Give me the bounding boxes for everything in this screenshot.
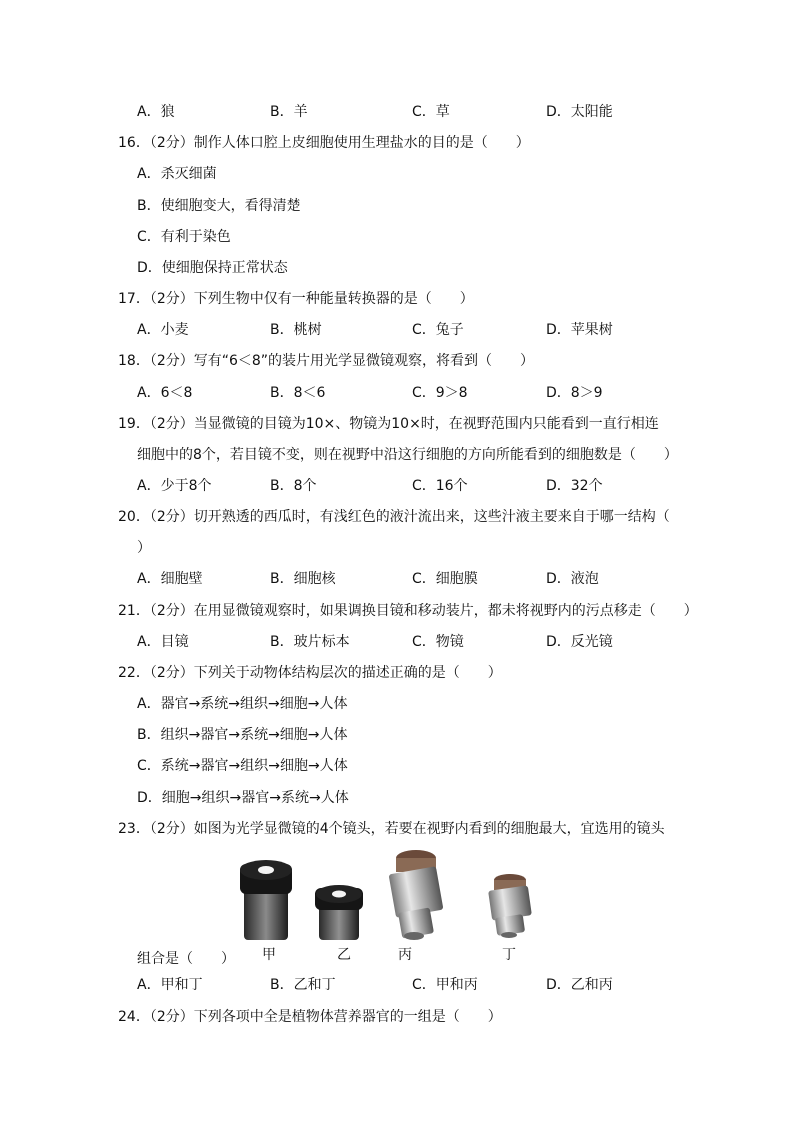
q22-option-b: B．组织→器官→系统→细胞→人体 (137, 727, 348, 743)
q17-stem: 17．（2分）下列生物中仅有一种能量转换器的是（ ） (118, 291, 474, 307)
q15-option-a: A．狼 (137, 104, 175, 120)
q15-option-c: C．草 (412, 104, 450, 120)
lens-label-jia: 甲 (262, 947, 276, 963)
lens-label-bing: 丙 (398, 947, 412, 963)
q20-stem-line2: ） (137, 540, 151, 556)
q22-stem: 22．（2分）下列关于动物体结构层次的描述正确的是（ ） (118, 665, 502, 681)
q19-option-b: B．8个 (270, 478, 317, 494)
q20-option-b: B．细胞核 (270, 571, 336, 587)
q21-option-b: B．玻片标本 (270, 634, 350, 650)
q20-option-c: C．细胞膜 (412, 571, 478, 587)
q21-option-a: A．目镜 (137, 634, 189, 650)
eyepiece-yi-image (314, 884, 364, 942)
eyepiece-jia-image (238, 858, 294, 942)
q22-option-a: A．器官→系统→组织→细胞→人体 (137, 696, 348, 712)
q18-option-d: D．8＞9 (546, 385, 603, 401)
q15-option-d: D．太阳能 (546, 104, 613, 120)
q16-option-b: B．使细胞变大，看得清楚 (137, 198, 301, 214)
q16-option-d: D．使细胞保持正常状态 (137, 260, 288, 276)
q18-option-c: C．9＞8 (412, 385, 468, 401)
q17-option-c: C．兔子 (412, 322, 464, 338)
q23-stem: 23．（2分）如图为光学显微镜的4个镜头，若要在视野内看到的细胞最大，宜选用的镜头 (118, 821, 665, 837)
q21-option-d: D．反光镜 (546, 634, 613, 650)
objective-ding-image (484, 872, 536, 940)
q16-stem: 16．（2分）制作人体口腔上皮细胞使用生理盐水的目的是（ ） (118, 135, 530, 151)
q16-option-c: C．有利于染色 (137, 229, 231, 245)
q20-option-d: D．液泡 (546, 571, 599, 587)
q19-option-a: A．少于8个 (137, 478, 212, 494)
q22-option-c: C．系统→器官→组织→细胞→人体 (137, 758, 348, 774)
q20-stem-line1: 20．（2分）切开熟透的西瓜时，有浅红色的液汁流出来，这些汁液主要来自于哪一结构（ (118, 509, 670, 525)
lens-label-yi: 乙 (337, 947, 351, 963)
q23-option-c: C．甲和丙 (412, 977, 478, 993)
q23-option-a: A．甲和丁 (137, 977, 203, 993)
q21-option-c: C．物镜 (412, 634, 464, 650)
q20-option-a: A．细胞壁 (137, 571, 203, 587)
q23-option-b: B．乙和丁 (270, 977, 336, 993)
q16-option-a: A．杀灭细菌 (137, 166, 217, 182)
q24-stem: 24．（2分）下列各项中全是植物体营养器官的一组是（ ） (118, 1009, 502, 1025)
objective-bing-image (382, 848, 448, 942)
q17-option-b: B．桃树 (270, 322, 322, 338)
q23-option-d: D．乙和丙 (546, 977, 613, 993)
q17-option-d: D．苹果树 (546, 322, 613, 338)
q15-option-b: B．羊 (270, 104, 308, 120)
q19-stem-line1: 19．（2分）当显微镜的目镜为10×、物镜为10×时，在视野范围内只能看到一直行相连 (118, 416, 659, 432)
q18-stem: 18．（2分）写有“6＜8”的装片用光学显微镜观察，将看到（ ） (118, 353, 535, 369)
q23-stem-tail: 组合是（ ） (137, 951, 235, 967)
q17-option-a: A．小麦 (137, 322, 189, 338)
q21-stem: 21．（2分）在用显微镜观察时，如果调换目镜和移动装片，都未将视野内的污点移走（ ） (118, 603, 698, 619)
q19-option-c: C．16个 (412, 478, 468, 494)
q18-option-a: A．6＜8 (137, 385, 193, 401)
q18-option-b: B．8＜6 (270, 385, 326, 401)
q19-option-d: D．32个 (546, 478, 603, 494)
lens-label-ding: 丁 (502, 947, 516, 963)
q22-option-d: D．细胞→组织→器官→系统→人体 (137, 790, 349, 806)
q19-stem-line2: 细胞中的8个，若目镜不变，则在视野中沿这行细胞的方向所能看到的细胞数是（ ） (137, 447, 678, 463)
